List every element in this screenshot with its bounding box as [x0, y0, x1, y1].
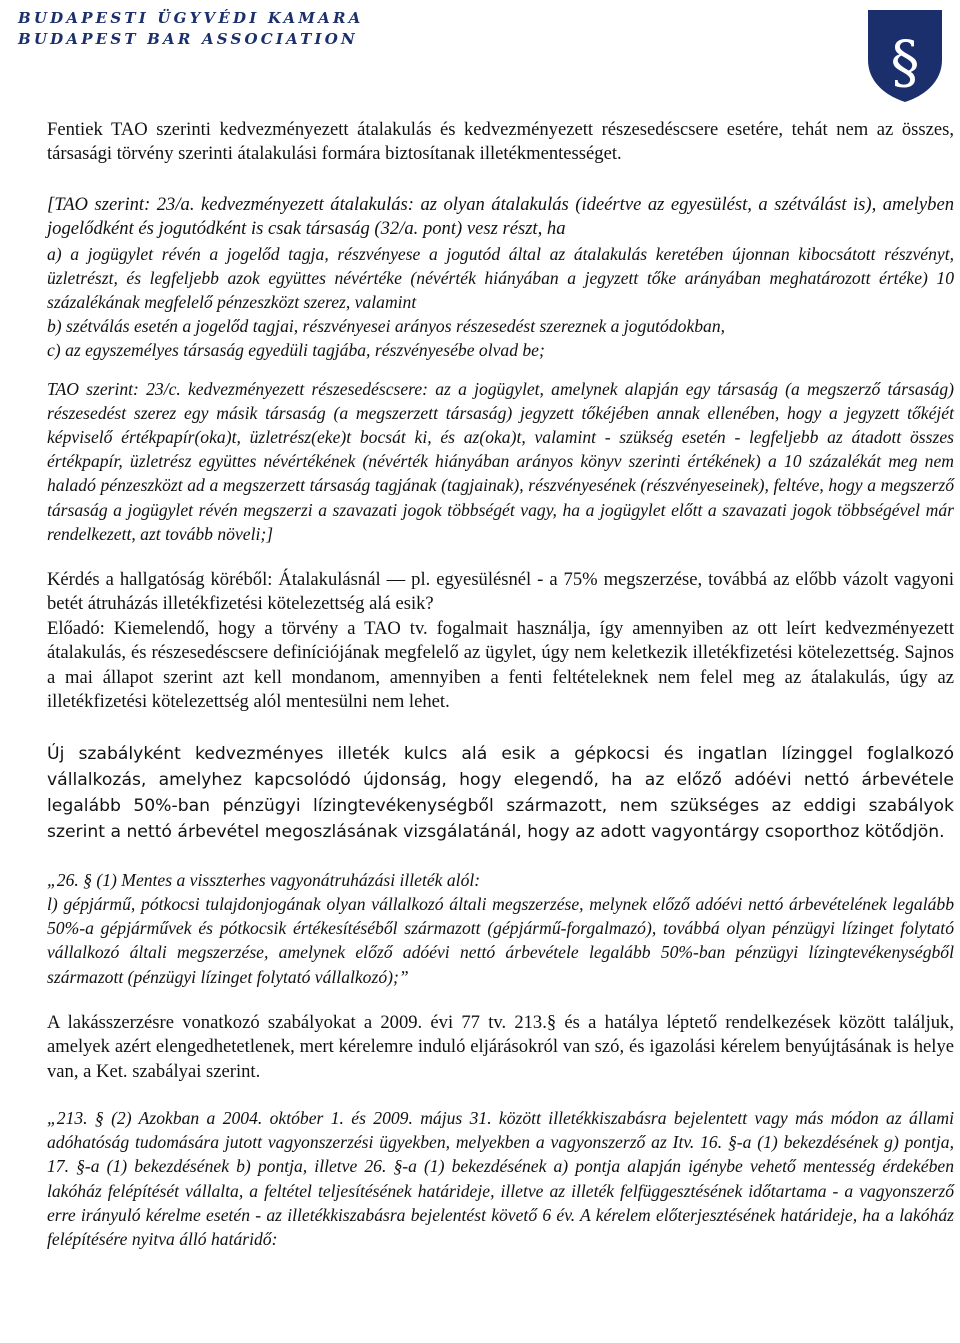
shield-paragraph-icon	[866, 8, 944, 104]
paragraph-tao-23a: [TAO szerint: 23/a. kedvezményezett átalakulás: az olyan átalakulás (ideértve az egyesülést, a szétválást is), amelyben jogelődként és jogutódként is csak társaság (32/a. pont) vesz részt, ha	[47, 193, 954, 240]
paragraph-quote-213: „213. § (2) Azokban a 2004. október 1. és 2009. május 31. között illetékkiszabásra bejelentett vagy más módon az állami adóhatóság tudomására jutott vagyonszerzési ügyekben, melyekben a vagyonszerző az Itv. 16. §-a (1) bekezdésének g) pontja, 17. §-a (1) bekezdésének b) pontja, illetve 26. §-a (1) bekezdésének a) pontja alapján igénybe vehető mentesség érdekében lakóház felépítését vállalta, a feltétel teljesítésének határideje, illetve az illeték felfüggesztésének időtartama - a vagyonszerző erre irányuló kérelme esetén - az illetékkiszabásra bejelentést követő 6 év. A kérelem előterjesztésének határideje, ha a lakóház felépítésére nyitva álló határidő:	[47, 1107, 954, 1249]
paragraph-new-rule: Új szabályként kedvezményes illeték kulcs alá esik a gépkocsi és ingatlan lízinggel foglalkozó vállalkozás, amelyhez kapcsolódó újdonság, hogy elegendő, ha az előző adóévi nettó árbevétele legalább 50%-ban pénzügyi lízingtevékenységből származott, nem szükséges az eddigi szabályok szerint a nettó árbevétel megoszlásának vizsgálatánál, hogy az adott vagyontárgy csoporthoz kötődjön.	[47, 743, 954, 843]
svg-text:§: §	[890, 28, 920, 96]
document-body	[47, 118, 954, 1251]
paragraph-tao-23c: TAO szerint: 23/c. kedvezményezett részesedéscsere: az a jogügylet, amelynek alapján egy társaság (a megszerző társaság) részesedést szerez egy másik társaság (a megszerzett társaság) jegyzett tőkéjében annak ellenében, hogy a jegyzett tőkéjét képviselő értékpapír(oka)t, üzletrész(eke)t bocsát ki, és az(oka)t, valamint - szükség esetén - legfeljebb az átadott összes értékpapír, üzletrész együttes névértékének (névérték hiányában arányos könyv szerinti értékének) a 10 százalékát meg nem haladó pénzeszközt ad a megszerzett társaság tagjának (tagjainak), részvényesének (részvényeseinek), feltéve, hogy a megszerző társaság a jogügylet révén megszerzi a szavazati jogok többségét vagy, ha a jogügylet előtt a szavazati jogok többségével már rendelkezett, azt tovább növeli;]	[47, 378, 954, 544]
paragraph-question: Kérdés a hallgatóság köréből: Átalakulásnál — pl. egyesülésnél - a 75% megszerzése, továbbá az előbb vázolt vagyoni betét átruházás illetékfizetési kötelezettség alá esik?	[47, 569, 954, 615]
paragraph-tao-intro: Fentiek TAO szerinti kedvezményezett átalakulás és kedvezményezett részesedéscsere esetére, tehát nem az összes, társasági törvény szerinti átalakulási formára biztosítanak illetékmentességet.	[47, 119, 954, 165]
paragraph-point-a: a) a jogügylet révén a jogelőd tagja, részvényese a jogutód által az átalakulás keretében újonnan kibocsátott részvényt, üzletrészt, és legfeljebb azok együttes névértéke (névérték hiányában a jegyzett tőke arányában meghatározott értéke) 10 százalékának megfelelő pénzeszközt szerez, valamint	[47, 243, 954, 313]
paragraph-quote-26: „26. § (1) Mentes a visszterhes vagyonátruházási illeték alól:	[47, 869, 481, 890]
paragraph-point-l: l) gépjármű, pótkocsi tulajdonjogának olyan vállalkozó általi megszerzése, melynek előző adóévi nettó árbevételének legalább 50%-a gépjárművek és pótkocsik értékesítéséből származott (gépjármű-forgalmazó), továbbá olyan pénzügyi lízinget folytató vállalkozó általi megszerzése, amelynek előző adóévi nettó árbevétele legalább 50%-ban pénzügyi lízingtevékenységből származott (pénzügyi lízinget folytató vállalkozó);”	[47, 893, 954, 987]
header-title-hu: BUDAPESTI ÜGYVÉDI KAMARA	[18, 9, 364, 27]
paragraph-point-c: c) az egyszemélyes társaság egyedüli tagjába, részvényesébe olvad be;	[47, 340, 545, 361]
paragraph-answer: Előadó: Kiemelendő, hogy a törvény a TAO tv. fogalmait használja, így amennyiben az ott leírt kedvezményezett átalakulás, és részesedéscsere definíciójának megfelelő az ügylet, úgy nem keletkezik illetékfizetési kötelezettség. Sajnos a mai állapot szerint azt kell mondanom, amennyiben a fenti feltételeknek nem felel meg az átalakulás, úgy az illetékfizetési kötelezettség alól mentesülni nem lehet.	[47, 617, 954, 713]
paragraph-point-b: b) szétválás esetén a jogelőd tagjai, részvényesei arányos részesedést szereznek a jogutódokban,	[47, 316, 726, 337]
header-title-en: BUDAPEST BAR ASSOCIATION	[18, 30, 358, 48]
paragraph-housing: A lakásszerzésre vonatkozó szabályokat a 2009. évi 77 tv. 213.§ és a hatálya léptető rendelkezések között találjuk, amelyek azért elengedhetetlenek, mert kérelemre induló eljárásokról van szó, és igazolási kérelem benyújtásának is helye van, a Ket. szabályai szerint.	[47, 1011, 954, 1082]
